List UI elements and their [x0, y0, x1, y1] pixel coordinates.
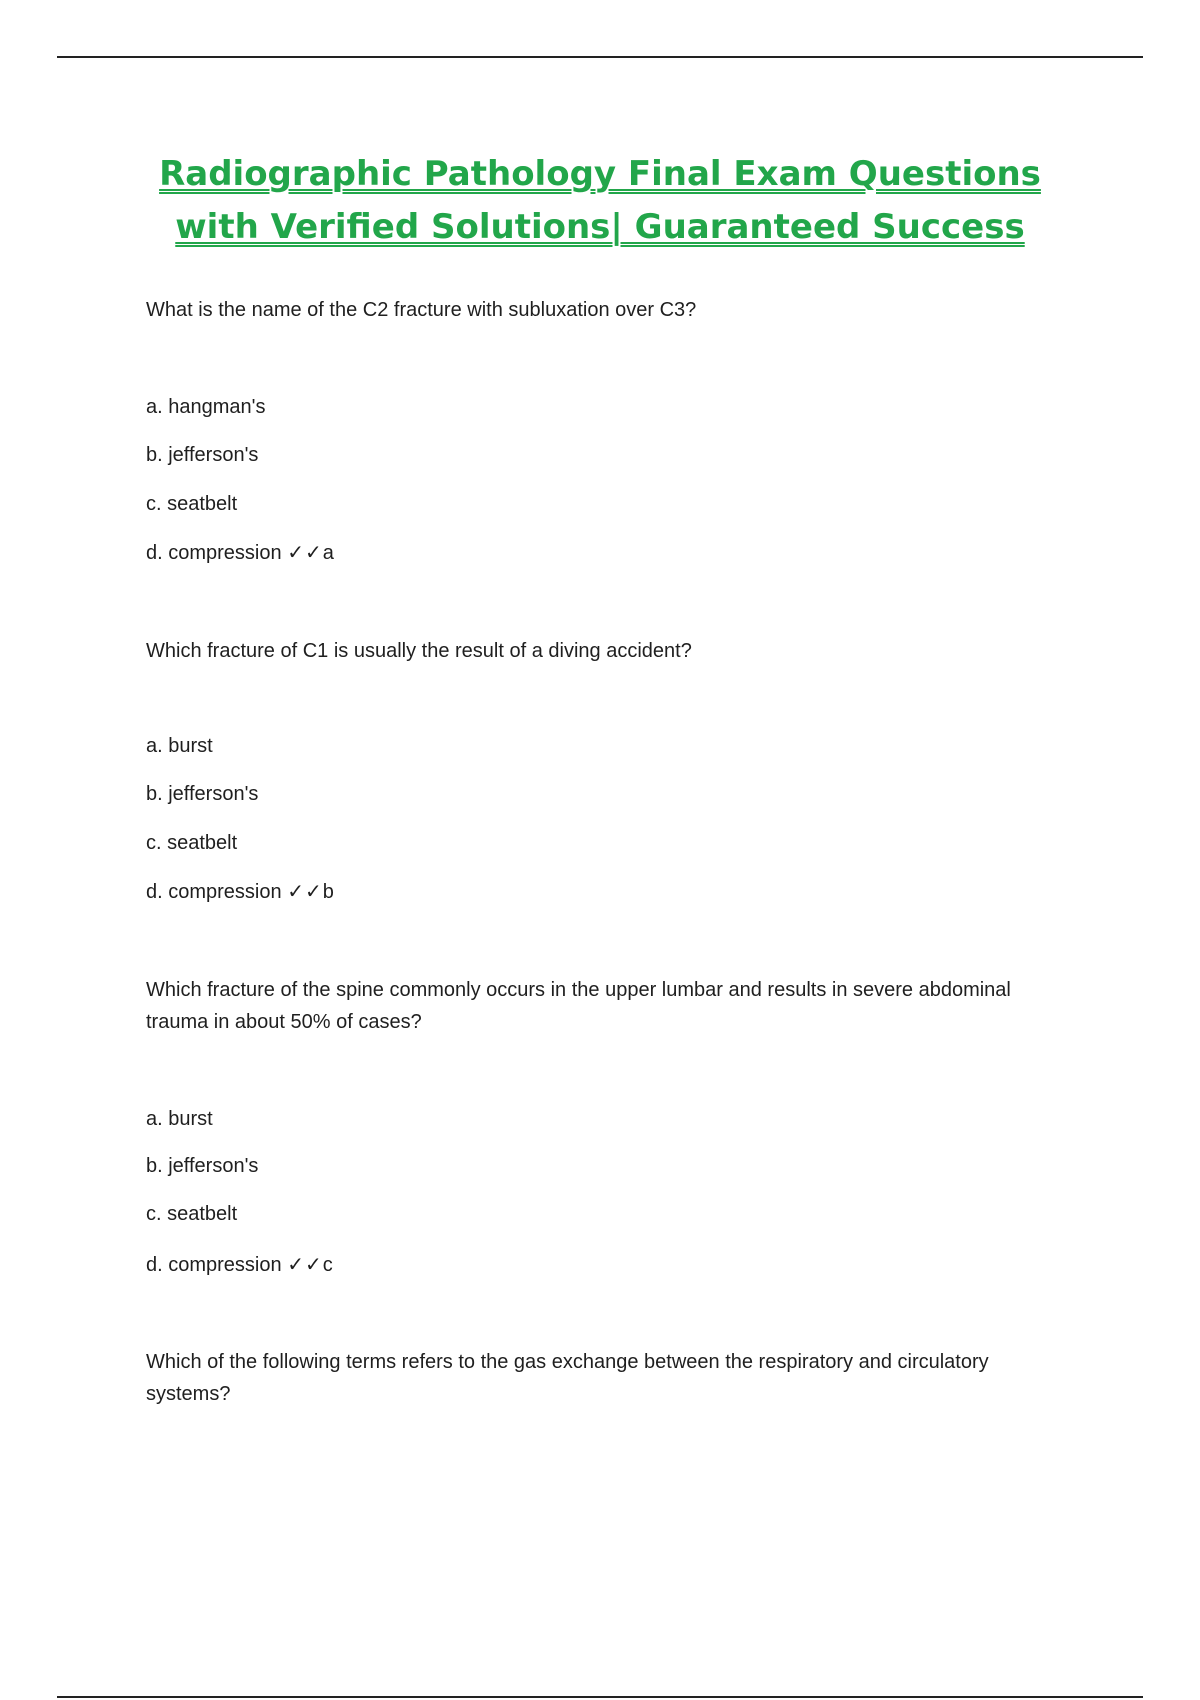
answer-option-with-key: d. compression ✓✓b — [146, 881, 334, 903]
bottom-divider — [57, 1696, 1143, 1698]
answer-option: c. seatbelt — [146, 1203, 238, 1225]
title-line-2: with Verified Solutions| Guaranteed Success — [175, 207, 1025, 247]
answer-option: a. hangman's — [146, 396, 266, 418]
answer-option-with-key: d. compression ✓✓a — [146, 542, 334, 564]
top-divider — [57, 56, 1143, 58]
answer-key: a — [322, 542, 334, 564]
page-title — [0, 148, 1200, 254]
question-text: Which fracture of C1 is usually the result of a diving accident? — [146, 640, 692, 662]
answer-key: b — [322, 881, 334, 903]
answer-option: a. burst — [146, 1108, 213, 1130]
question-text: Which fracture of the spine commonly occurs in the upper lumbar and results in severe abdominal trauma in about 50% of cases? — [146, 979, 1011, 1033]
double-check-icon: ✓✓ — [287, 542, 323, 564]
answer-option: b. jefferson's — [146, 444, 259, 466]
answer-option: c. seatbelt — [146, 832, 238, 854]
title-line-1: Radiographic Pathology Final Exam Questions — [159, 154, 1041, 194]
answer-option: a. burst — [146, 735, 213, 757]
question-text: What is the name of the C2 fracture with subluxation over C3? — [146, 299, 697, 321]
answer-option: b. jefferson's — [146, 1155, 259, 1177]
question-text: Which of the following terms refers to the gas exchange between the respiratory and circulatory systems? — [146, 1351, 989, 1405]
answer-option: c. seatbelt — [146, 493, 238, 515]
double-check-icon: ✓✓ — [287, 881, 323, 903]
answer-key: c — [322, 1254, 333, 1276]
answer-option-with-key: d. compression ✓✓c — [146, 1254, 333, 1276]
double-check-icon: ✓✓ — [287, 1254, 323, 1276]
answer-option: b. jefferson's — [146, 783, 259, 805]
